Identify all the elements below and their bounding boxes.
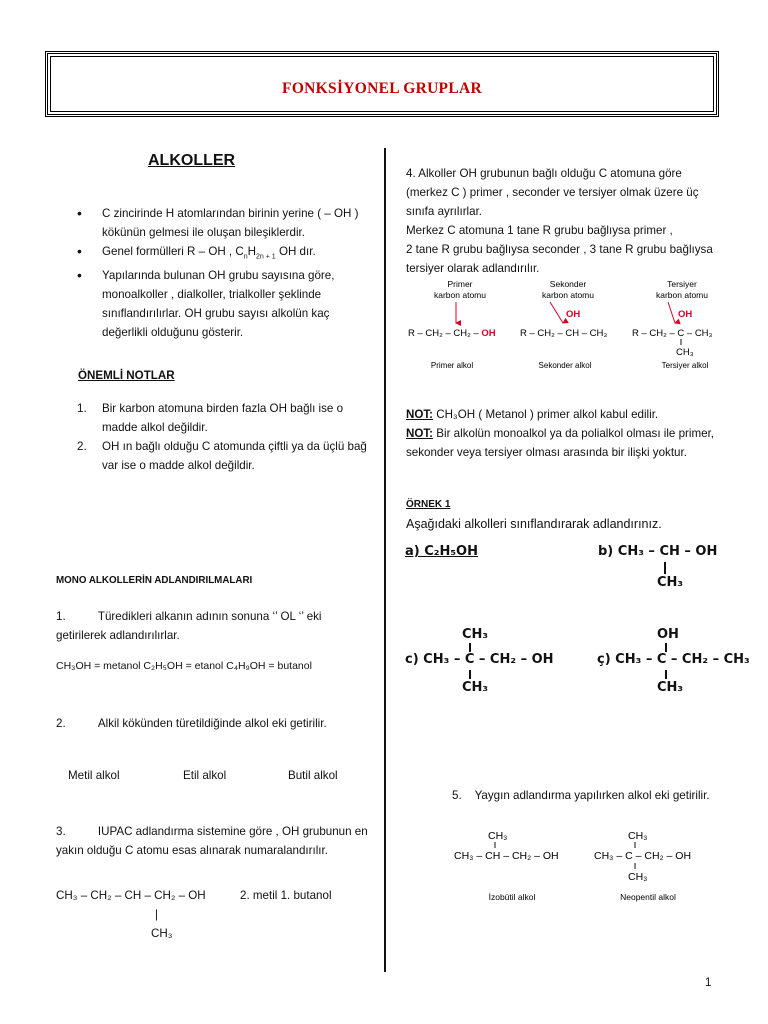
iupac-branch-bar: | <box>155 908 159 921</box>
example-d-bond-top <box>665 643 667 652</box>
neo-top: CH₃ <box>628 830 648 842</box>
paragraph-4: 4. Alkoller OH grubunun bağlı olduğu C atomuna göre (merkez C ) primer , seconder ve tersiyer olmak üzere üç sınıfa ayrılırlar. Merkez C atomuna 1 tane R grubu bağlıysa primer , 2 tane R grubu bağlıysa seconder , 3 tane R grubu bağlıysa tersiyer olarak adlandırılır. <box>406 167 713 275</box>
neo-bottom: CH₃ <box>628 871 648 883</box>
iupac-name: 2. metil 1. butanol <box>240 889 332 902</box>
primer-label-2: karbon atomu <box>434 290 486 300</box>
ornek-heading: ÖRNEK 1 <box>406 499 451 510</box>
iso-top: CH₃ <box>488 830 508 842</box>
notes-list <box>77 399 367 475</box>
examples-line: CH₃OH = metanol C₂H₅OH = etanol C₄H₉OH = butanol <box>56 660 312 672</box>
iupac-branch: CH₃ <box>151 927 173 940</box>
tersiyer-oh: OH <box>678 309 693 320</box>
example-c-bond-bottom <box>469 670 471 679</box>
example-c-top: CH₃ <box>462 627 489 642</box>
neo-caption: Neopentil alkol <box>620 892 676 902</box>
primer-caption: Primer alkol <box>430 361 474 370</box>
column-divider <box>384 148 386 972</box>
sekonder-formula: R – CH₂ – CH – CH₃ <box>520 328 608 339</box>
iupac-formula: CH₃ – CH₂ – CH – CH₂ – OH <box>56 889 206 902</box>
neo-formula: CH₃ – C – CH₂ – OH <box>594 850 692 862</box>
tersiyer-label-2: karbon atomu <box>656 290 708 300</box>
note-item: 2. OH ın bağlı olduğu C atomunda çiftli ya da üçlü bağ var ise o madde alkol değildir. <box>77 440 367 472</box>
primer-formula: R – CH₂ – CH₂ – OH <box>408 328 496 339</box>
note-2: NOT: Bir alkolün monoalkol ya da polialkol olması ile primer, sekonder veya tersiyer olması arasında bir ilişki yoktur. <box>406 427 715 459</box>
tersiyer-bottom: CH₃ <box>676 347 694 358</box>
example-a: a) C₂H₅OH <box>405 544 478 559</box>
paragraph-5: 5. Yaygın adlandırma yapılırken alkol eki getirilir. <box>452 789 710 802</box>
bullet-item-formula: • Genel formülleri R – OH , $C_nH_{2n + 1}$ OH dır. <box>77 242 367 266</box>
alcohol-classification-diagram <box>400 275 730 375</box>
tersiyer-formula: R – CH₂ – C – CH₃ <box>632 328 713 339</box>
section-heading-alkoller: ALKOLLER <box>148 152 236 169</box>
ornek-text: Aşağıdaki alkolleri sınıflandırarak adlandırınız. <box>406 517 662 531</box>
page-number: 1 <box>705 977 712 989</box>
example-b: b) CH₃ – CH – OH <box>598 544 718 559</box>
sekonder-oh: OH <box>566 309 581 320</box>
iso-formula: CH₃ – CH – CH₂ – OH <box>454 850 559 862</box>
alkyl-name: Butil alkol <box>288 769 338 782</box>
title-box <box>45 51 719 117</box>
example-c-bond-top <box>469 643 471 652</box>
example-d-bottom: CH₃ <box>657 680 684 695</box>
example-c: c) CH₃ – C – CH₂ – OH <box>405 652 554 667</box>
bullet-item: • C zincirinde H atomlarından birinin yerine ( – OH ) kökünün gelmesi ile oluşan bileşiklerdir. <box>77 204 367 242</box>
tersiyer-caption: Tersiyer alkol <box>661 361 709 370</box>
note-item: 1. Bir karbon atomuna birden fazla OH bağlı ise o madde alkol değildir. <box>77 402 344 434</box>
bullet-list <box>77 204 367 342</box>
sekonder-label-2: karbon atomu <box>542 290 594 300</box>
example-c-bottom: CH₃ <box>462 680 489 695</box>
iso-caption: İzobütil alkol <box>488 892 536 902</box>
notes-heading: ÖNEMLİ NOTLAR <box>78 369 175 382</box>
example-b-bond <box>664 562 666 574</box>
sekonder-label-1: Sekonder <box>549 279 587 289</box>
mono-heading: MONO ALKOLLERİN ADLANDIRILMALARI <box>56 575 253 586</box>
alkyl-name: Metil alkol <box>68 769 120 782</box>
page-title: FONKSİYONEL GRUPLAR <box>282 80 482 97</box>
note-1: NOT: CH₃OH ( Metanol ) primer alkol kabul edilir. <box>406 408 659 421</box>
common-names-diagram <box>450 826 730 906</box>
primer-label-1: Primer <box>447 279 473 289</box>
example-b-bottom: CH₃ <box>657 575 684 590</box>
bullet-item: • Yapılarında bulunan OH grubu sayısına göre, monoalkoller , dialkoller, trialkoller şeklinde sınıflandırılırlar. OH grubu sayısı alkolün kaç değerlikli olduğunu gösterir. <box>77 266 367 342</box>
example-d: ç) CH₃ – C – CH₂ – CH₃ <box>597 652 750 667</box>
example-d-bond-bottom <box>665 670 667 679</box>
tersiyer-label-1: Tersiyer <box>667 279 697 289</box>
rule-1: 1. Türedikleri alkanın adının sonuna ‘’ OL ‘’ eki getirilerek adlandırılırlar. <box>56 610 322 642</box>
alkyl-name: Etil alkol <box>183 769 227 782</box>
rule-3: 3. IUPAC adlandırma sistemine göre , OH grubunun en yakın olduğu C atomu esas alınarak numaralandırılır. <box>56 825 368 857</box>
example-d-top: OH <box>657 627 679 642</box>
rule-2: 2. Alkil kökünden türetildiğinde alkol eki getirilir. <box>56 717 327 730</box>
sekonder-caption: Sekonder alkol <box>538 361 592 370</box>
